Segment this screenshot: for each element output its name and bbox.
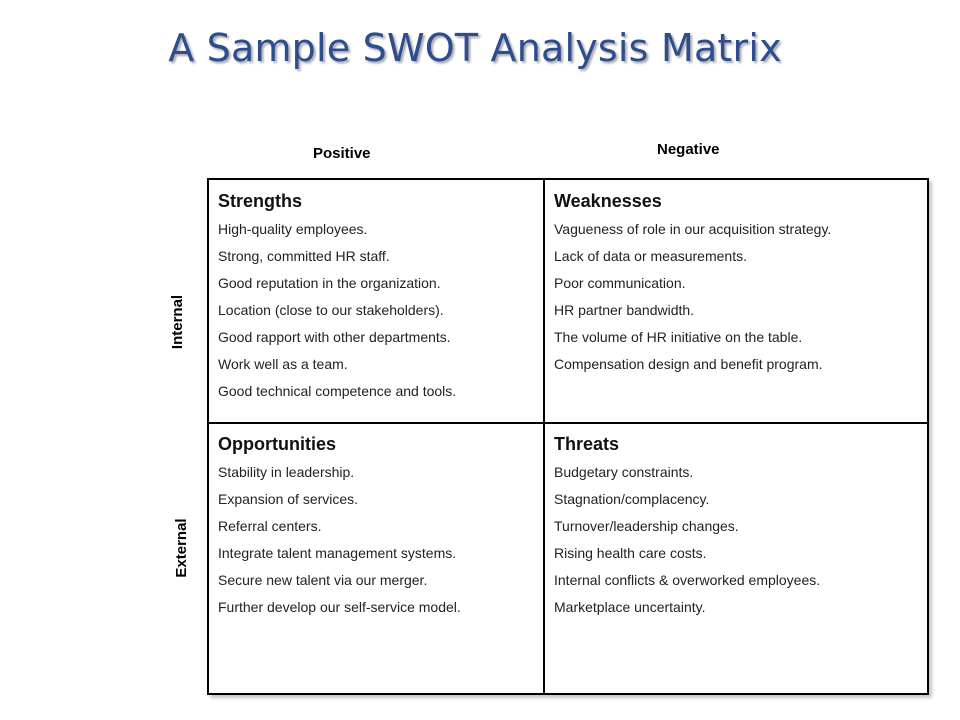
quadrant-weaknesses	[554, 190, 924, 378]
list-item: Budgetary constraints.	[554, 464, 694, 480]
list-item: Marketplace uncertainty.	[554, 599, 706, 615]
list-item: Good rapport with other departments.	[218, 329, 451, 345]
quadrant-list	[554, 459, 924, 621]
list-item: Stagnation/complacency.	[554, 491, 710, 507]
list-item: Expansion of services.	[218, 491, 359, 507]
list-item: Further develop our self-service model.	[218, 599, 461, 615]
list-item: Compensation design and benefit program.	[554, 356, 823, 372]
column-label-positive: Positive	[313, 145, 371, 162]
list-item: Strong, committed HR staff.	[218, 248, 390, 264]
quadrant-heading: Opportunities	[218, 434, 336, 454]
list-item: Good technical competence and tools.	[218, 383, 457, 399]
quadrant-opportunities	[218, 433, 538, 621]
list-item: Vagueness of role in our acquisition strategy.	[554, 221, 832, 237]
list-item: Good reputation in the organization.	[218, 275, 441, 291]
list-item: Turnover/leadership changes.	[554, 518, 739, 534]
quadrant-heading: Weaknesses	[554, 191, 662, 211]
list-item: Rising health care costs.	[554, 545, 707, 561]
list-item: Poor communication.	[554, 275, 686, 291]
list-item: Location (close to our stakeholders).	[218, 302, 444, 318]
quadrant-list	[218, 459, 538, 621]
quadrant-list	[554, 216, 924, 378]
swot-matrix	[207, 178, 929, 695]
list-item: Internal conflicts & overworked employees.	[554, 572, 821, 588]
list-item: Secure new talent via our merger.	[218, 572, 428, 588]
row-label-external: External	[173, 518, 190, 578]
list-item: Referral centers.	[218, 518, 322, 534]
list-item: Integrate talent management systems.	[218, 545, 457, 561]
quadrant-list	[218, 216, 538, 405]
matrix-vertical-divider	[543, 180, 545, 693]
matrix-horizontal-divider	[209, 422, 927, 424]
list-item: HR partner bandwidth.	[554, 302, 695, 318]
list-item: Work well as a team.	[218, 356, 348, 372]
list-item: The volume of HR initiative on the table.	[554, 329, 803, 345]
row-label-internal: Internal	[169, 294, 186, 350]
quadrant-strengths	[218, 190, 538, 405]
quadrant-threats	[554, 433, 924, 621]
list-item: High-quality employees.	[218, 221, 368, 237]
list-item: Lack of data or measurements.	[554, 248, 747, 264]
list-item: Stability in leadership.	[218, 464, 355, 480]
column-label-negative: Negative	[657, 141, 720, 158]
quadrant-heading: Threats	[554, 434, 620, 454]
quadrant-heading: Strengths	[218, 191, 303, 211]
slide-title: A Sample SWOT Analysis Matrix	[168, 26, 782, 70]
